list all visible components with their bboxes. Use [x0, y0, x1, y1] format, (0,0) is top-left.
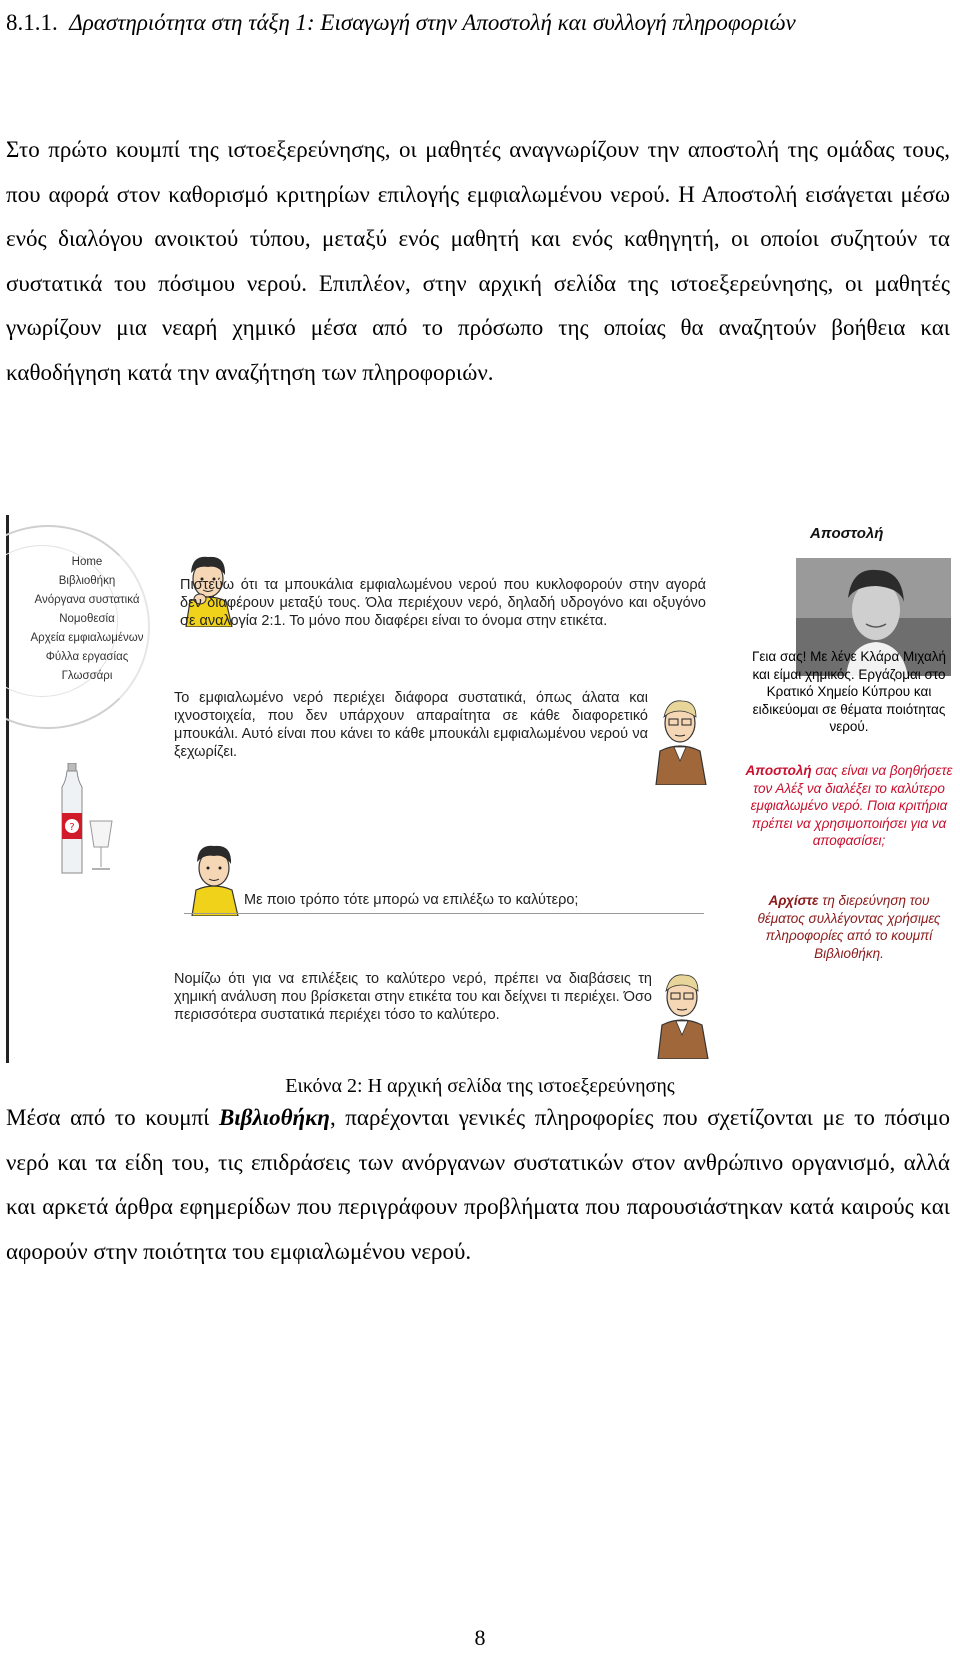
water-bottle-icon: [56, 763, 118, 875]
dialog-teacher-1: Το εμφιαλωμένο νερό περιέχει διάφορα συστατικά, όπως άλατα και ιχνοστοιχεία, που δεν υπάρχουν απαραίτητα σε κάθε διαφορετικό μπουκάλι. Αυτό είναι που κάνει το κάθε μπουκάλι εμφιαλωμένου νερού να ξεχωρίζει.: [174, 690, 648, 760]
chemist-intro: Γεια σας! Με λένε Κλάρα Μιχαλή και είμαι χημικός. Εργάζομαι στο Κρατικό Χημείο Κύπρου και ειδικεύομαι σε θέματα ποιότητας νερού.: [751, 649, 947, 734]
dialog-student-2: Με ποιο τρόπο τότε μπορώ να επιλέξω το καλύτερο;: [244, 892, 579, 908]
nav-item-worksheets[interactable]: Φύλλα εργασίας: [45, 651, 129, 663]
intro-paragraph: [6, 128, 950, 395]
mission-panel-title: Αποστολή: [810, 525, 884, 542]
teacher-character-icon: [650, 691, 710, 785]
page-number: 8: [474, 1625, 486, 1650]
nav-item-legislation[interactable]: Νομοθεσία: [59, 613, 115, 625]
dialog-teacher-2: Νομίζω ότι για να επιλέξεις το καλύτερο νερό, πρέπει να διαβάσεις τη χημική ανάλυση που βρίσκεται στην ετικέτα του και δείχνει τι περιέχει. Όσο περισσότερα συστατικά περιέχει τόσο το καλύτερο.: [174, 971, 652, 1023]
start-text: τη διερεύνηση του θέματος συλλέγοντας χρήσιμες πληροφορίες από το κουμπί Βιβλιοθήκη.: [757, 893, 941, 961]
figure-caption: Εικόνα 2: Η αρχική σελίδα της ιστοεξερεύνησης: [285, 1075, 675, 1097]
mission-text: σας είναι να βοηθήσετε τον Αλέξ να διαλέξει το καλύτερο εμφιαλωμένο νερό. Ποια κριτήρια πρέπει να χρησιμοποιήσει για να αποφασίσει;: [750, 763, 953, 848]
nav-item-home[interactable]: Home: [71, 556, 103, 568]
nav-item-glossary[interactable]: Γλωσσάρι: [61, 670, 113, 682]
figure-webquest-homepage: [6, 515, 954, 1063]
nav-item-bottled-archives[interactable]: Αρχεία εμφιαλωμένων: [30, 632, 144, 644]
dialog-student-1: Πιστεύω ότι τα μπουκάλια εμφιαλωμένου νερού που κυκλοφορούν στην αγορά δεν διαφέρουν μεταξύ τους. Όλα περιέχουν νερό, δηλαδή υδρογόνο και οξυγόνο σε αναλογία 2:1. Το μόνο που διαφέρει είναι το όνομα στην ετικέτα.: [180, 577, 706, 629]
mission-panel: [744, 515, 954, 1063]
section-title: Δραστηριότητα στη τάξη 1: Εισαγωγή στην Αποστολή και συλλογή πληροφοριών: [69, 10, 796, 35]
library-paragraph-before: Μέσα από το κουμπί: [6, 1105, 219, 1130]
site-nav-menu: [12, 553, 162, 686]
library-paragraph: [6, 1096, 950, 1274]
dialog-divider: [184, 913, 704, 914]
library-paragraph-after: , παρέχονται γενικές πληροφορίες που σχετίζονται με το πόσιμο νερό και τα είδη του, τις επιδράσεις των ανόργανων συστατικών στον ανθρώπινο οργανισμό, αλλά και αρκετά άρθρα εφημερίδων που περιγράφουν προβλήματα που παρουσιάστηκαν κατά καιρούς και αφορούν στην ποιότητα του εμφιαλωμένου νερού.: [6, 1105, 950, 1264]
nav-item-inorganic[interactable]: Ανόργανα συστατικά: [34, 594, 140, 606]
start-instruction: [744, 892, 954, 962]
teacher-character-2-icon: [652, 965, 712, 1059]
nav-item-library[interactable]: Βιβλιοθήκη: [58, 575, 116, 587]
intro-paragraph-text: Στο πρώτο κουμπί της ιστοεξερεύνησης, οι μαθητές αναγνωρίζουν την αποστολή της ομάδας τους, που αφορά στον καθορισμό κριτηρίων επιλογής εμφιαλωμένου νερού. Η Αποστολή εισάγεται μέσω ενός διαλόγου ανοικτού τύπου, μεταξύ ενός μαθητή και ενός καθηγητή, οι οποίοι συζητούν τα συστατικά του πόσιμου νερού. Επιπλέον, στην αρχική σελίδα της ιστοεξερεύνησης, οι μαθητές γνωρίζουν μια νεαρή χημικό μέσα από το πρόσωπο της οποίας θα αναζητούν βοήθεια και καθοδήγηση κατά την αναζήτηση των πληροφοριών.: [6, 137, 950, 385]
section-number: 8.1.1.: [6, 10, 58, 35]
svg-text:?: ?: [69, 822, 75, 833]
student-character-2-icon: [184, 838, 244, 916]
start-keyword: Αρχίστε: [768, 893, 819, 908]
mission-keyword: Αποστολή: [745, 763, 812, 778]
library-emphasis: Βιβλιοθήκη: [218, 1105, 330, 1130]
section-heading: [6, 0, 946, 46]
mission-statement: [744, 762, 954, 850]
